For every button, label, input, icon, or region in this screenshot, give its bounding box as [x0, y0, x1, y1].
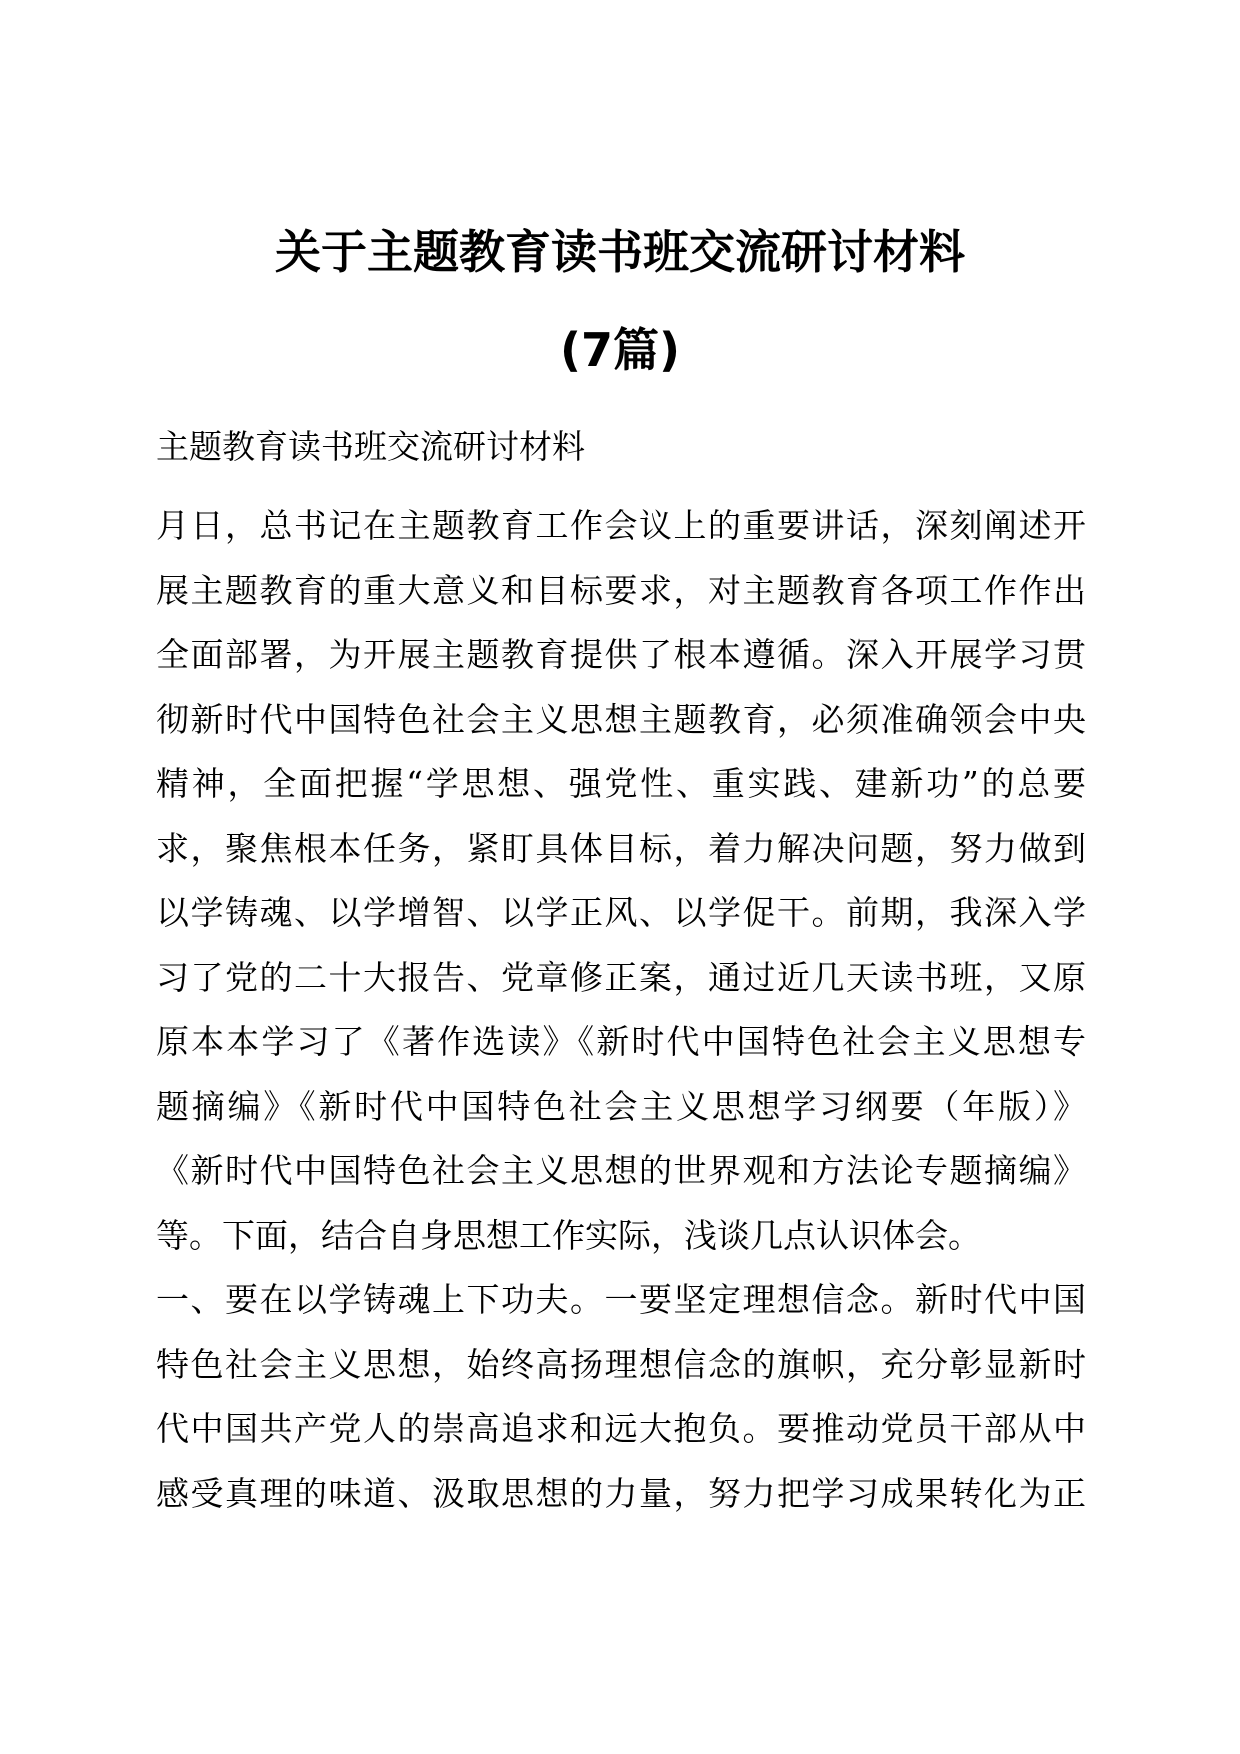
body-line: 习了党的二十大报告、党章修正案，通过近几天读书班，又原 [156, 957, 1086, 997]
body-line: 等。下面，结合自身思想工作实际，浅谈几点认识体会。 [156, 1215, 981, 1255]
body-line: 彻新时代中国特色社会主义思想主题教育，必须准确领会中央 [156, 699, 1086, 739]
body-line: 感受真理的味道、汲取思想的力量，努力把学习成果转化为正 [156, 1473, 1086, 1513]
body-line: 特色社会主义思想，始终高扬理想信念的旗帜，充分彰显新时 [156, 1344, 1086, 1384]
body-line: 展主题教育的重大意义和目标要求，对主题教育各项工作作出 [156, 570, 1086, 610]
body-line: 一、要在以学铸魂上下功夫。一要坚定理想信念。新时代中国 [156, 1280, 1086, 1319]
body-line: 原本本学习了《著作选读》《新时代中国特色社会主义思想专 [156, 1022, 1086, 1061]
body-line: 代中国共产党人的崇高追求和远大抱负。要推动党员干部从中 [156, 1409, 1086, 1448]
body-line: 以学铸魂、以学增智、以学正风、以学促干。前期，我深入学 [156, 893, 1086, 932]
body-line: 题摘编》《新时代中国特色社会主义思想学习纲要（年版）》 [156, 1086, 1086, 1126]
body-line: 全面部署，为开展主题教育提供了根本遵循。深入开展学习贯 [156, 635, 1086, 674]
document-title: 关于主题教育读书班交流研讨材料 [275, 225, 965, 279]
body-line: 求，聚焦根本任务，紧盯具体目标，着力解决问题，努力做到 [156, 828, 1086, 868]
body-line: 月日，总书记在主题教育工作会议上的重要讲话，深刻阐述开 [156, 506, 1086, 545]
document-title-count: (7篇) [559, 323, 681, 377]
body-text [156, 494, 1086, 1526]
body-line: 《新时代中国特色社会主义思想的世界观和方法论专题摘编》 [156, 1151, 1086, 1190]
section-heading: 主题教育读书班交流研讨材料 [156, 427, 585, 466]
body-line: 精神，全面把握“学思想、强党性、重实践、建新功”的总要 [156, 764, 1086, 803]
